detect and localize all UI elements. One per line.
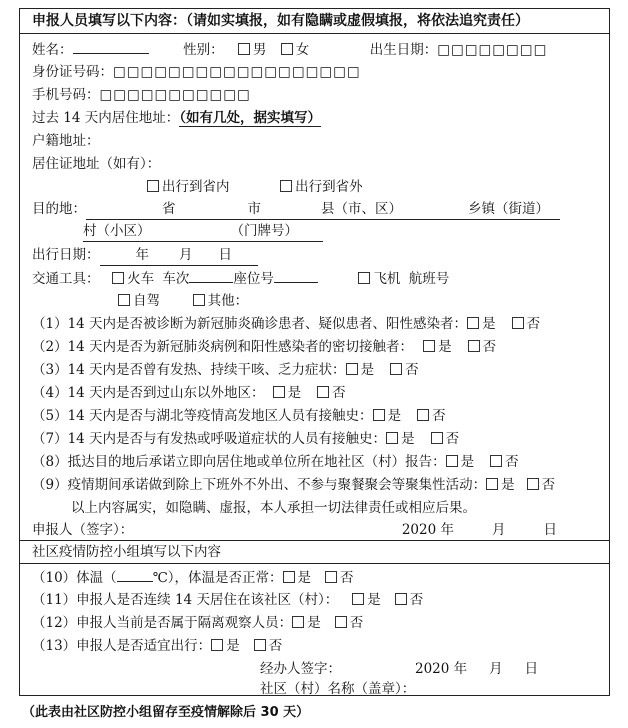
question-10 <box>32 567 354 587</box>
q4-no-checkbox[interactable] <box>317 386 329 398</box>
q5-no-checkbox[interactable] <box>417 409 429 421</box>
q5-no-label: 否 <box>432 408 446 424</box>
question-8 <box>32 452 519 472</box>
q1-no-label: 否 <box>526 316 541 332</box>
q5-yes-label: 是 <box>387 408 402 424</box>
gender-male-label: 男 <box>252 42 267 58</box>
row-transport <box>32 268 449 288</box>
q3-yes-checkbox[interactable] <box>346 363 358 375</box>
q10-text: （10）体温（ <box>32 570 117 586</box>
train-label: 火车 <box>127 271 155 287</box>
question-12 <box>32 613 363 633</box>
q10-no-label: 否 <box>340 570 354 586</box>
plane-checkbox[interactable] <box>358 272 370 284</box>
birth-label: 出生日期： <box>369 42 438 58</box>
community-header: 社区疫情防控小组填写以下内容 <box>20 540 609 564</box>
signer-day: 日 <box>543 522 557 538</box>
id-label: 身份证号码： <box>32 64 113 80</box>
row-destination-2 <box>83 221 323 241</box>
q7-yes-label: 是 <box>401 431 415 447</box>
q8-yes-label: 是 <box>460 454 475 470</box>
handler-month: 月 <box>489 661 503 677</box>
q9-yes-checkbox[interactable] <box>486 478 498 490</box>
form-frame <box>19 8 610 696</box>
q13-no-label: 否 <box>268 638 283 654</box>
q10-yes-checkbox[interactable] <box>283 571 295 583</box>
q8-no-checkbox[interactable] <box>490 455 502 467</box>
question-9 <box>32 475 555 495</box>
q11-no-label: 否 <box>409 592 424 608</box>
travel-out-checkbox[interactable] <box>280 180 292 192</box>
q11-yes-label: 是 <box>367 592 381 608</box>
q11-yes-checkbox[interactable] <box>352 593 364 605</box>
gender-label: 性别： <box>183 42 224 58</box>
handler-year: 2020 年 <box>415 661 468 677</box>
train-no-label: 车次 <box>162 271 190 287</box>
q4-yes-label: 是 <box>287 385 302 401</box>
gender-female-label: 女 <box>295 42 310 58</box>
dest-house-number: （门牌号） <box>230 223 298 239</box>
birth-boxes[interactable]: □□□□□□□□ <box>437 42 548 58</box>
q7-no-label: 否 <box>445 431 460 447</box>
q7-yes-checkbox[interactable] <box>386 432 398 444</box>
q11-no-checkbox[interactable] <box>395 593 407 605</box>
q10-unit-text: ℃），体温是否正常： <box>152 570 283 586</box>
row-permit <box>32 154 160 174</box>
q4-no-label: 否 <box>332 385 346 401</box>
q1-yes-checkbox[interactable] <box>467 317 479 329</box>
q1-yes-label: 是 <box>482 316 496 332</box>
q3-no-checkbox[interactable] <box>390 363 402 375</box>
travel-in-label: 出行到省内 <box>162 179 230 195</box>
travel-out-label: 出行到省外 <box>295 179 363 195</box>
q13-yes-label: 是 <box>226 638 240 654</box>
temperature-field[interactable] <box>117 567 153 582</box>
q2-no-label: 否 <box>482 339 497 355</box>
q12-no-label: 否 <box>349 615 364 631</box>
question-5 <box>32 406 446 426</box>
dest-village: 村（小区） <box>83 223 151 239</box>
phone-boxes[interactable]: □□□□□□□□□□□ <box>99 87 251 103</box>
statement: 以上内容属实，如隐瞒、虚报，本人承担一切法律责任或相应后果。 <box>71 500 476 516</box>
question-4-text: （4）14 天内是否到过山东以外地区： <box>32 385 265 401</box>
footer-note: （此表由社区防控小组留存至疫情解除后 30 天） <box>22 705 310 720</box>
q12-no-checkbox[interactable] <box>335 616 347 628</box>
q1-no-checkbox[interactable] <box>512 317 524 329</box>
gender-male-checkbox[interactable] <box>238 43 250 55</box>
row-handler <box>260 659 538 679</box>
question-3 <box>32 360 419 380</box>
q12-yes-label: 是 <box>307 615 321 631</box>
travel-year: 年 <box>135 247 149 263</box>
dest-county: 县（市、区） <box>321 201 402 217</box>
q10-yes-label: 是 <box>297 570 312 586</box>
handler-label: 经办人签字： <box>260 661 341 677</box>
past-address-note: （如有几处，据实填写） <box>179 110 322 126</box>
train-no-field[interactable] <box>189 268 233 283</box>
other-label: 其他： <box>207 293 249 309</box>
q4-yes-checkbox[interactable] <box>273 386 285 398</box>
destination-line[interactable] <box>86 199 560 220</box>
destination-label: 目的地： <box>32 201 86 217</box>
q9-no-label: 否 <box>541 477 556 493</box>
q13-no-checkbox[interactable] <box>254 639 266 651</box>
seat-no-field[interactable] <box>274 268 318 283</box>
travel-in-checkbox[interactable] <box>147 180 159 192</box>
phone-label: 手机号码： <box>32 87 100 103</box>
row-name <box>32 39 547 59</box>
permit-label: 居住证地址（如有）： <box>32 156 161 172</box>
q8-yes-checkbox[interactable] <box>446 455 458 467</box>
travel-month: 月 <box>179 247 193 263</box>
q9-no-checkbox[interactable] <box>527 478 539 490</box>
plane-label: 飞机 <box>373 271 401 287</box>
question-8-text: （8）抵达目的地后承诺立即向居住地或单位所在地社区（村）报告： <box>32 454 446 470</box>
destination-line-2[interactable] <box>83 221 323 242</box>
other-checkbox[interactable] <box>193 294 205 306</box>
q7-no-checkbox[interactable] <box>431 432 443 444</box>
q10-no-checkbox[interactable] <box>325 571 337 583</box>
question-7 <box>32 429 459 449</box>
row-travel-scope <box>147 177 363 197</box>
question-1 <box>32 314 540 334</box>
q11-text: （11）申报人是否连续 14 天居住在该社区（村）： <box>32 592 339 608</box>
row-id <box>32 62 361 82</box>
question-2 <box>32 337 496 357</box>
q13-text: （13）申报人是否适宜出行： <box>32 638 212 654</box>
self-drive-checkbox[interactable] <box>118 294 130 306</box>
q3-yes-label: 是 <box>360 362 375 378</box>
signer-label: 申报人（签字）： <box>32 522 134 538</box>
row-destination <box>32 199 560 219</box>
transport-label: 交通工具： <box>32 271 100 287</box>
community-name: 社区（村）名称（盖章）： <box>260 681 416 697</box>
id-boxes[interactable]: □□□□□□□□□□□□□□□□□□ <box>113 64 361 80</box>
dest-city: 市 <box>247 201 261 217</box>
q5-yes-checkbox[interactable] <box>373 409 385 421</box>
q9-yes-label: 是 <box>501 477 515 493</box>
question-5-text: （5）14 天内是否与湖北等疫情高发地区人员有接触史： <box>32 408 373 424</box>
row-phone <box>32 85 251 105</box>
gender-female-checkbox[interactable] <box>281 43 293 55</box>
train-checkbox[interactable] <box>112 272 124 284</box>
travel-day: 日 <box>218 247 232 263</box>
question-3-text: （3）14 天内是否曾有发热、持续干咳、乏力症状： <box>32 362 346 378</box>
row-signer <box>32 520 557 540</box>
travel-date-line[interactable] <box>100 245 258 266</box>
question-7-text: （7）14 天内是否与有发热或呼吸道症状的人员有接触史： <box>32 431 387 447</box>
dest-town: 乡镇（街道） <box>468 201 549 217</box>
q12-yes-checkbox[interactable] <box>292 616 304 628</box>
question-2-text: （2）14 天内是否为新冠肺炎病例和阳性感染者的密切接触者： <box>32 339 414 355</box>
row-huji <box>32 131 100 151</box>
signer-month: 月 <box>492 522 506 538</box>
q2-yes-label: 是 <box>438 339 452 355</box>
q12-text: （12）申报人当前是否属于隔离观察人员： <box>32 615 293 631</box>
question-1-text: （1）14 天内是否被诊断为新冠肺炎确诊患者、疑似患者、阳性感染者： <box>32 316 468 332</box>
name-field[interactable] <box>73 39 149 54</box>
question-4 <box>32 383 346 403</box>
q2-yes-checkbox[interactable] <box>423 340 435 352</box>
huji-label: 户籍地址： <box>32 133 100 149</box>
form-header: 申报人员填写以下内容：（请如实填报，如有隐瞒或虚假填报，将依法追究责任） <box>20 9 609 34</box>
row-past-address <box>32 108 321 128</box>
past-address-label: 过去 14 天内居住地址： <box>32 110 180 126</box>
question-11 <box>32 590 423 610</box>
q2-no-checkbox[interactable] <box>468 340 480 352</box>
q3-no-label: 否 <box>405 362 419 378</box>
dest-province: 省 <box>162 201 176 217</box>
signer-year: 2020 年 <box>401 522 454 538</box>
question-9-text: （9）疫情期间承诺做到除上下班外不外出、不参与聚餐聚会等聚集性活动： <box>32 477 487 493</box>
q8-no-label: 否 <box>505 454 519 470</box>
flight-no-label: 航班号 <box>408 271 450 287</box>
name-label: 姓名： <box>32 42 73 58</box>
row-transport-2 <box>118 291 248 311</box>
q13-yes-checkbox[interactable] <box>211 639 223 651</box>
self-drive-label: 自驾 <box>133 293 160 309</box>
seat-no-label: 座位号 <box>233 271 274 287</box>
question-13 <box>32 636 282 656</box>
handler-day: 日 <box>524 661 539 677</box>
row-travel-date <box>32 245 258 265</box>
travel-date-label: 出行日期： <box>32 247 100 263</box>
